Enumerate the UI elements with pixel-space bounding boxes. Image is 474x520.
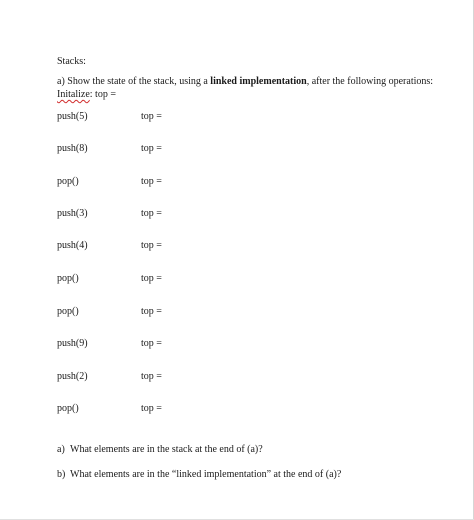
top-value-label: top = [141, 208, 162, 219]
top-value-label: top = [141, 111, 162, 122]
section-heading: Stacks: [57, 56, 86, 67]
top-value-label: top = [141, 240, 162, 251]
operation-label: push(5) [57, 111, 88, 122]
question-text: What elements are in the stack at the end of (a)? [70, 444, 263, 455]
question-letter: b) [57, 469, 66, 480]
question-text: What elements are in the “linked implementation” at the end of (a)? [70, 469, 342, 480]
part-a-prefix: a) Show the state of the stack, using a [57, 76, 211, 87]
top-value-label: top = [141, 371, 162, 382]
initialize-rest: : top = [89, 89, 116, 100]
operation-label: push(8) [57, 143, 88, 154]
operation-label: push(9) [57, 338, 88, 349]
operation-label: push(3) [57, 208, 88, 219]
part-a-instruction [57, 76, 433, 88]
top-value-label: top = [141, 273, 162, 284]
operation-label: push(4) [57, 240, 88, 251]
top-value-label: top = [141, 338, 162, 349]
operation-label: pop() [57, 176, 79, 187]
initialize-word: Initalize [57, 89, 90, 100]
part-a-emphasis: linked implementation [210, 76, 307, 87]
question-letter: a) [57, 444, 65, 455]
operation-label: pop() [57, 306, 79, 317]
part-a-suffix: , after the following operations: [306, 76, 434, 87]
top-value-label: top = [141, 143, 162, 154]
operation-label: push(2) [57, 371, 88, 382]
top-value-label: top = [141, 306, 162, 317]
operation-label: pop() [57, 403, 79, 414]
top-value-label: top = [141, 403, 162, 414]
top-value-label: top = [141, 176, 162, 187]
initialize-line [57, 89, 116, 101]
operation-label: pop() [57, 273, 79, 284]
